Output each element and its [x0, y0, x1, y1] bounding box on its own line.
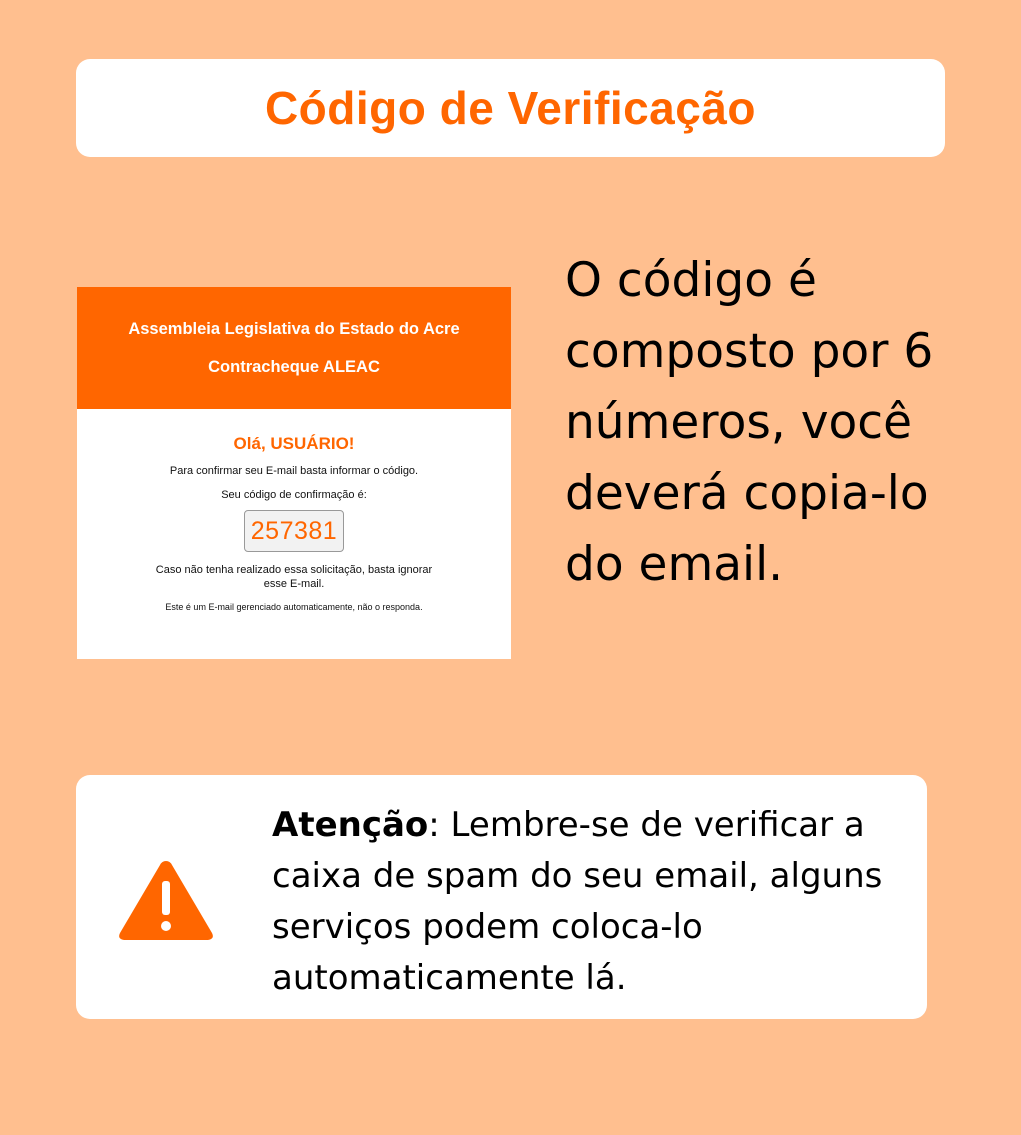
email-header: [77, 287, 511, 409]
notice-text: [272, 800, 902, 1004]
email-body: [77, 434, 511, 613]
warning-icon: [116, 855, 216, 950]
email-preview: [77, 287, 511, 659]
notice-label: Atenção: [272, 805, 429, 845]
email-app-name: Contracheque ALEAC: [208, 358, 380, 376]
email-confirm-text: Para confirmar seu E-mail basta informar o código.: [169, 465, 419, 477]
email-ignore-text: Caso não tenha realizado essa solicitação, basta ignorar esse E-mail.: [155, 564, 433, 590]
notice-card: [76, 775, 927, 1019]
email-auto-text: Este é um E-mail gerenciado automaticamente, não o responda.: [165, 602, 423, 612]
notice-body: : Lembre-se de verificar a caixa de spam do seu email, alguns serviços podem coloca-lo automaticamente lá.: [272, 805, 883, 998]
email-code-label: Seu código de confirmação é:: [221, 489, 367, 501]
email-org-name: Assembleia Legislativa do Estado do Acre: [128, 320, 460, 338]
email-greeting: Olá, USUÁRIO!: [233, 434, 355, 453]
page-title: Código de Verificação: [264, 82, 757, 134]
title-card: [76, 59, 945, 157]
explanation-text: O código é composto por 6 números, você deverá copia-lo do email.: [565, 253, 934, 592]
verification-code: 257381: [244, 510, 344, 552]
